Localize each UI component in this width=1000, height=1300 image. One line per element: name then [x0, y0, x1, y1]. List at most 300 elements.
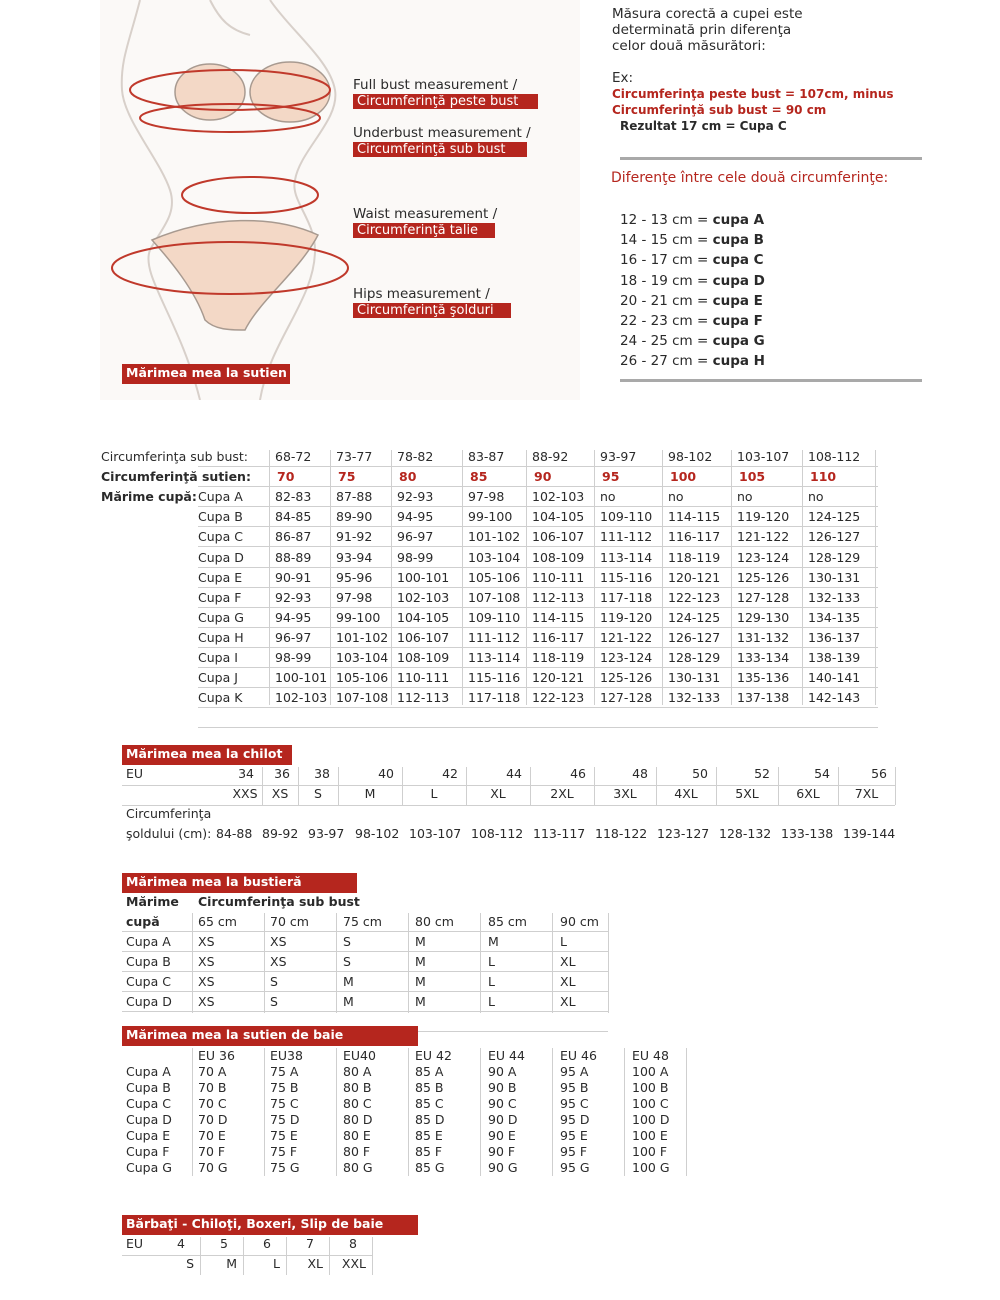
- panties-eu-value: 54: [814, 766, 830, 781]
- swim-cup-name: Cupa E: [126, 1128, 171, 1143]
- men-eu-label: EU: [126, 1236, 144, 1251]
- intro-line-3: celor două măsurători:: [612, 38, 766, 54]
- men-eu-value: 6: [263, 1236, 271, 1251]
- divider-top: [620, 157, 922, 160]
- cup-value: 123-124: [737, 549, 790, 565]
- swim-value: 95 G: [560, 1160, 590, 1175]
- diff-item: [620, 271, 765, 291]
- panties-size-value: 4XL: [674, 786, 698, 801]
- swim-col-header: EU38: [270, 1048, 303, 1063]
- band-value: 100: [670, 469, 697, 485]
- label-full-bust: [353, 78, 538, 109]
- swim-value: 75 D: [270, 1112, 300, 1127]
- swim-value: 75 C: [270, 1096, 299, 1111]
- diff-item: [620, 210, 765, 230]
- intro-line-2: determinată prin diferenţa: [612, 22, 792, 38]
- cup-value: 84-85: [275, 509, 312, 525]
- cup-value: 104-105: [397, 609, 450, 625]
- panties-eu-value: 42: [442, 766, 458, 781]
- diff-item: [620, 351, 765, 371]
- cup-value: 124-125: [668, 609, 721, 625]
- cup-value: 128-129: [668, 650, 721, 665]
- underbust-value: 108-112: [808, 449, 861, 464]
- swim-value: 100 F: [632, 1144, 668, 1159]
- label-waist: [353, 207, 497, 238]
- bustier-row-rule: [122, 971, 608, 972]
- diff-range: 24 - 25 cm =: [620, 333, 713, 350]
- cup-value: 112-113: [397, 690, 450, 706]
- band-value: 70: [277, 469, 295, 485]
- cup-name: Cupa D: [198, 549, 244, 565]
- cup-name: Cupa J: [198, 670, 238, 686]
- cup-value: 111-112: [468, 629, 521, 645]
- cup-value: 98-99: [275, 650, 312, 665]
- bustier-size-table: [0, 893, 1000, 1018]
- cup-value: 118-119: [532, 650, 585, 665]
- bustier-row-rule: [122, 991, 608, 992]
- swim-col-rule: [408, 1048, 409, 1176]
- bustier-value: M: [415, 934, 426, 949]
- cup-value: 121-122: [600, 629, 653, 645]
- bustier-value: XL: [560, 954, 576, 969]
- swim-bra-size-table: [0, 1046, 1000, 1181]
- panties-hip-value: 84-88: [216, 826, 253, 841]
- bustier-row-rule: [122, 931, 608, 932]
- swim-value: 85 F: [415, 1144, 443, 1159]
- underbust-value: 73-77: [336, 449, 373, 464]
- cup-value: no: [668, 489, 684, 505]
- swim-col-header: EU 46: [560, 1048, 597, 1063]
- swim-value: 80 A: [343, 1064, 372, 1079]
- band-value: 95: [602, 469, 620, 485]
- swim-value: 95 B: [560, 1080, 589, 1095]
- bustier-value: M: [415, 974, 426, 989]
- cup-value: 114-115: [668, 509, 721, 525]
- cup-value: 109-110: [468, 609, 521, 625]
- cup-value: 96-97: [397, 529, 434, 545]
- band-value: 85: [470, 469, 488, 485]
- divider-bottom: [620, 379, 922, 382]
- bra-row-rule: [198, 667, 878, 668]
- cup-info-panel: [612, 6, 932, 134]
- cup-value: 120-121: [532, 670, 585, 686]
- cup-name: Cupa E: [198, 569, 243, 585]
- bustier-col-header: 70 cm: [270, 914, 309, 929]
- label-hips-ro: Circumferinţă şolduri: [353, 303, 511, 318]
- swim-value: 80 G: [343, 1160, 373, 1175]
- swim-cup-name: Cupa C: [126, 1096, 171, 1111]
- cup-value: 113-114: [600, 549, 653, 565]
- panties-eu-value: 40: [378, 766, 394, 781]
- cup-value: 125-126: [737, 569, 790, 585]
- cup-name: Cupa A: [198, 489, 243, 505]
- swim-value: 100 A: [632, 1064, 669, 1079]
- cup-value: 121-122: [737, 529, 790, 545]
- body-silhouette-illustration: [100, 0, 580, 400]
- panties-hip-value: 108-112: [471, 826, 524, 841]
- diff-range: 20 - 21 cm =: [620, 292, 713, 309]
- panties-hip-value: 118-122: [595, 826, 648, 841]
- panties-size-value: 2XL: [550, 786, 574, 801]
- swim-value: 80 F: [343, 1144, 371, 1159]
- cup-value: 108-109: [532, 549, 585, 565]
- cup-name: Cupa I: [198, 650, 238, 665]
- cup-value: 132-133: [808, 589, 861, 605]
- panties-size-value: 7XL: [854, 786, 879, 801]
- swim-value: 100 D: [632, 1112, 670, 1127]
- swim-value: 75 B: [270, 1080, 299, 1095]
- bustier-value: S: [343, 954, 351, 969]
- cup-value: 120-121: [668, 569, 721, 585]
- diff-range: 26 - 27 cm =: [620, 353, 713, 370]
- label-underbust: [353, 126, 531, 157]
- swim-col-header: EU 48: [632, 1048, 669, 1063]
- swim-bra-section-title: Mărimea mea la sutien de baie: [122, 1026, 418, 1046]
- cup-value: 102-103: [397, 589, 450, 605]
- cup-name: Cupa B: [198, 509, 243, 525]
- example-line-1: Circumferinţa peste bust = 107cm, minus: [612, 87, 894, 101]
- cup-value: 88-89: [275, 549, 312, 565]
- swim-value: 80 B: [343, 1080, 372, 1095]
- bra-row-rule: [198, 607, 878, 608]
- diff-range: 18 - 19 cm =: [620, 272, 713, 289]
- swim-value: 90 D: [488, 1112, 518, 1127]
- panties-size-value: 5XL: [735, 786, 759, 801]
- cup-value: 127-128: [600, 690, 653, 706]
- diff-cup: cupa A: [712, 212, 765, 228]
- cup-value: 138-139: [808, 650, 861, 665]
- bra-row-rule: [198, 587, 878, 588]
- bra-row-rule: [198, 707, 878, 708]
- swim-value: 85 B: [415, 1080, 444, 1095]
- swim-value: 70 D: [198, 1112, 228, 1127]
- men-col-rule: [372, 1237, 373, 1275]
- panties-eu-value: 44: [506, 766, 522, 781]
- bustier-col-rule: [480, 913, 481, 1013]
- cup-value: 100-101: [275, 670, 328, 686]
- bustier-cup-name: Cupa C: [126, 974, 171, 989]
- men-eu-value: 8: [349, 1236, 357, 1251]
- panties-section-title: Mărimea mea la chilot: [122, 745, 292, 765]
- bustier-col-header: 80 cm: [415, 914, 454, 929]
- bustier-col-header: 75 cm: [343, 914, 382, 929]
- cup-value: 130-131: [808, 569, 861, 585]
- swim-value: 80 D: [343, 1112, 373, 1127]
- bustier-row-rule: [122, 1011, 608, 1012]
- swim-col-header: EU40: [343, 1048, 376, 1063]
- underbust-value: 68-72: [275, 449, 312, 464]
- band-value: 90: [534, 469, 552, 485]
- swim-value: 70 G: [198, 1160, 228, 1175]
- men-eu-value: 7: [306, 1236, 314, 1251]
- cup-value: 102-103: [532, 489, 585, 505]
- panties-size-value: L: [430, 786, 438, 801]
- swim-value: 80 E: [343, 1128, 371, 1143]
- swim-value: 90 E: [488, 1128, 516, 1143]
- diff-title: Diferenţe între cele două circumferinţe:: [611, 170, 889, 186]
- bustier-value: M: [343, 974, 354, 989]
- band-value: 105: [739, 469, 766, 485]
- cup-value: 115-116: [600, 569, 653, 585]
- panties-size-table: [0, 765, 1000, 850]
- cup-value: 99-100: [468, 509, 513, 525]
- diff-cup: cupa G: [712, 333, 765, 350]
- panties-eu-value: 34: [238, 766, 254, 781]
- bustier-value: XS: [198, 974, 215, 989]
- cup-value: 106-107: [397, 629, 450, 645]
- panties-size-value: 3XL: [613, 786, 637, 801]
- swim-value: 90 G: [488, 1160, 518, 1175]
- swim-cup-name: Cupa G: [126, 1160, 172, 1175]
- cup-value: 123-124: [600, 650, 653, 665]
- cup-value: 99-100: [336, 609, 381, 625]
- cup-value: 110-111: [532, 569, 585, 585]
- cup-value: no: [600, 489, 616, 505]
- swim-value: 95 A: [560, 1064, 589, 1079]
- bustier-value: M: [343, 994, 354, 1009]
- cup-value: 89-90: [336, 509, 373, 525]
- bustier-col-header: 85 cm: [488, 914, 527, 929]
- cup-value: 96-97: [275, 629, 312, 645]
- label-hips: [353, 287, 511, 318]
- panties-size-value: XL: [490, 786, 506, 801]
- cup-value: 140-141: [808, 670, 861, 686]
- diff-range: 16 - 17 cm =: [620, 252, 713, 269]
- cup-value: 102-103: [275, 690, 328, 706]
- band-value: 80: [399, 469, 417, 485]
- cup-value: 100-101: [397, 569, 450, 585]
- bustier-value: XL: [560, 994, 576, 1009]
- diff-cup: cupa B: [712, 232, 764, 249]
- example-line-2: Circumferinţă sub bust = 90 cm: [612, 103, 827, 117]
- label-full-bust-ro: Circumferinţă peste bust: [353, 94, 538, 109]
- bustier-value: XS: [198, 934, 215, 949]
- bustier-header-underbust: Circumferinţa sub bust: [198, 894, 360, 909]
- panties-hip-value: 98-102: [355, 826, 400, 841]
- underbust-value: 93-97: [600, 449, 637, 464]
- men-section-title: Bărbaţi - Chiloţi, Boxeri, Slip de baie: [122, 1215, 418, 1235]
- diff-cup: cupa H: [712, 353, 765, 370]
- men-size-value: S: [186, 1256, 194, 1271]
- underbust-value: 103-107: [737, 449, 790, 464]
- cup-difference-list: [620, 210, 765, 372]
- diff-cup: cupa C: [712, 252, 764, 269]
- cup-value: 119-120: [600, 609, 653, 625]
- swim-value: 100 G: [632, 1160, 670, 1175]
- panties-row-rule: [122, 805, 895, 806]
- cup-value: 98-99: [397, 549, 434, 565]
- underbust-value: 88-92: [532, 449, 569, 464]
- cup-value: 122-123: [668, 589, 721, 605]
- bustier-value: M: [488, 934, 499, 949]
- cup-value: 126-127: [668, 629, 721, 645]
- cup-value: 97-98: [336, 589, 373, 605]
- swim-value: 85 D: [415, 1112, 445, 1127]
- swim-value: 70 E: [198, 1128, 226, 1143]
- swim-value: 70 A: [198, 1064, 227, 1079]
- bustier-value: M: [415, 954, 426, 969]
- diff-range: 14 - 15 cm =: [620, 232, 713, 249]
- cup-value: 87-88: [336, 489, 373, 505]
- panties-hip-value: 113-117: [533, 826, 586, 841]
- bustier-value: L: [488, 974, 495, 989]
- men-size-value: M: [226, 1256, 237, 1271]
- swim-col-rule: [264, 1048, 265, 1176]
- cup-value: 142-143: [808, 690, 861, 706]
- panties-hip-value: 103-107: [409, 826, 462, 841]
- cup-value: 128-129: [808, 549, 861, 565]
- cup-value: 106-107: [532, 529, 585, 545]
- swim-cup-name: Cupa D: [126, 1112, 172, 1127]
- band-row-label: Circumferinţă sutien:: [101, 469, 251, 485]
- swim-value: 95 E: [560, 1128, 588, 1143]
- underbust-value: 78-82: [397, 449, 434, 464]
- swim-value: 100 E: [632, 1128, 668, 1143]
- swim-col-header: EU 44: [488, 1048, 525, 1063]
- swim-value: 90 C: [488, 1096, 517, 1111]
- diff-range: 12 - 13 cm =: [620, 212, 713, 228]
- panties-hip-value: 89-92: [262, 826, 299, 841]
- bustier-col-rule: [552, 913, 553, 1013]
- panties-hip-value: 128-132: [719, 826, 772, 841]
- cup-value: 103-104: [468, 549, 521, 565]
- cup-value: 105-106: [468, 569, 521, 585]
- panties-eu-value: 46: [570, 766, 586, 781]
- bustier-value: L: [488, 994, 495, 1009]
- cup-value: 119-120: [737, 509, 790, 525]
- cup-value: 113-114: [468, 650, 521, 665]
- bustier-col-rule: [336, 913, 337, 1013]
- cup-value: 137-138: [737, 690, 790, 706]
- bustier-col-header: 90 cm: [560, 914, 599, 929]
- cup-name: Cupa F: [198, 589, 242, 605]
- cup-name: Cupa H: [198, 629, 244, 645]
- swim-col-rule: [552, 1048, 553, 1176]
- cup-value: 107-108: [336, 690, 389, 706]
- panties-hip-label-1: Circumferinţa: [126, 806, 212, 821]
- swim-value: 95 F: [560, 1144, 588, 1159]
- bra-row-rule: [198, 546, 878, 547]
- label-waist-en: Waist measurement /: [353, 206, 498, 222]
- bustier-header-size: Mărime: [126, 894, 179, 909]
- diff-cup: cupa D: [712, 272, 765, 289]
- band-value: 75: [338, 469, 356, 485]
- cup-value: 90-91: [275, 569, 312, 585]
- cup-value: 122-123: [532, 690, 585, 706]
- bustier-value: XS: [198, 994, 215, 1009]
- cup-value: 132-133: [668, 690, 721, 706]
- label-full-bust-en: Full bust measurement /: [353, 77, 518, 93]
- cup-value: no: [808, 489, 824, 505]
- bustier-col-rule: [264, 913, 265, 1013]
- swim-value: 95 C: [560, 1096, 589, 1111]
- cup-value: 97-98: [468, 489, 505, 505]
- cup-value: 107-108: [468, 589, 521, 605]
- swim-value: 70 C: [198, 1096, 227, 1111]
- cup-value: 127-128: [737, 589, 790, 605]
- men-size-table: [0, 1235, 1000, 1275]
- swim-value: 85 C: [415, 1096, 444, 1111]
- swim-cup-name: Cupa B: [126, 1080, 171, 1095]
- swim-value: 75 E: [270, 1128, 298, 1143]
- underbust-value: 83-87: [468, 449, 505, 464]
- cup-value: 110-111: [397, 670, 450, 686]
- men-size-value: L: [273, 1256, 280, 1271]
- example-label: Ex:: [612, 70, 634, 86]
- panties-eu-value: 50: [692, 766, 708, 781]
- cup-value: 93-94: [336, 549, 373, 565]
- bra-row-rule: [198, 526, 878, 527]
- cup-row-label: Mărime cupă:: [101, 489, 197, 505]
- men-eu-value: 4: [177, 1236, 185, 1251]
- example-result: Rezultat 17 cm = Cupa C: [620, 119, 787, 133]
- cup-value: 105-106: [336, 670, 389, 686]
- panties-size-value: XXS: [232, 786, 258, 801]
- cup-value: 101-102: [468, 529, 521, 545]
- bustier-value: S: [270, 974, 278, 989]
- swim-value: 75 G: [270, 1160, 300, 1175]
- bustier-value: S: [343, 934, 351, 949]
- cup-value: 133-134: [737, 650, 790, 665]
- bra-row-rule: [198, 687, 878, 688]
- underbust-row-label: Circumferinţa sub bust:: [101, 449, 249, 464]
- cup-value: 92-93: [275, 589, 312, 605]
- bra-row-rule: [198, 727, 878, 728]
- swim-col-rule: [624, 1048, 625, 1176]
- bustier-section-title: Mărimea mea la bustieră: [122, 873, 357, 893]
- swim-value: 85 G: [415, 1160, 445, 1175]
- cup-value: no: [737, 489, 753, 505]
- cup-value: 94-95: [397, 509, 434, 525]
- men-eu-value: 5: [220, 1236, 228, 1251]
- bustier-col-rule: [192, 913, 193, 1013]
- panties-eu-value: 38: [314, 766, 330, 781]
- panties-size-value: S: [314, 786, 322, 801]
- swim-cup-name: Cupa F: [126, 1144, 170, 1159]
- label-waist-ro: Circumferinţă talie: [353, 223, 495, 238]
- bustier-col-rule: [608, 913, 609, 1013]
- bustier-cup-name: Cupa B: [126, 954, 171, 969]
- diff-range: 22 - 23 cm =: [620, 313, 713, 330]
- label-underbust-en: Underbust measurement /: [353, 125, 531, 141]
- cup-value: 131-132: [737, 629, 790, 645]
- cup-name: Cupa K: [198, 690, 243, 706]
- bra-row-rule: [198, 647, 878, 648]
- cup-value: 114-115: [532, 609, 585, 625]
- underbust-value: 98-102: [668, 449, 713, 464]
- swim-col-rule: [336, 1048, 337, 1176]
- panties-size-value: XS: [271, 786, 289, 801]
- swim-value: 90 A: [488, 1064, 517, 1079]
- panties-hip-label-2: şoldului (cm):: [126, 826, 212, 841]
- cup-value: 108-109: [397, 650, 450, 665]
- bustier-cup-name: Cupa D: [126, 994, 172, 1009]
- cup-value: 136-137: [808, 629, 861, 645]
- cup-value: 126-127: [808, 529, 861, 545]
- bra-row-rule: [198, 567, 878, 568]
- swim-value: 90 B: [488, 1080, 517, 1095]
- panties-col-rule: [895, 767, 896, 805]
- cup-value: 112-113: [532, 589, 585, 605]
- swim-col-rule: [686, 1048, 687, 1176]
- panties-size-value: 6XL: [796, 786, 820, 801]
- bustier-value: L: [560, 934, 567, 949]
- cup-value: 116-117: [668, 529, 721, 545]
- men-size-value: XL: [307, 1256, 323, 1271]
- swim-value: 75 F: [270, 1144, 298, 1159]
- panties-eu-value: 36: [274, 766, 290, 781]
- cup-value: 124-125: [808, 509, 861, 525]
